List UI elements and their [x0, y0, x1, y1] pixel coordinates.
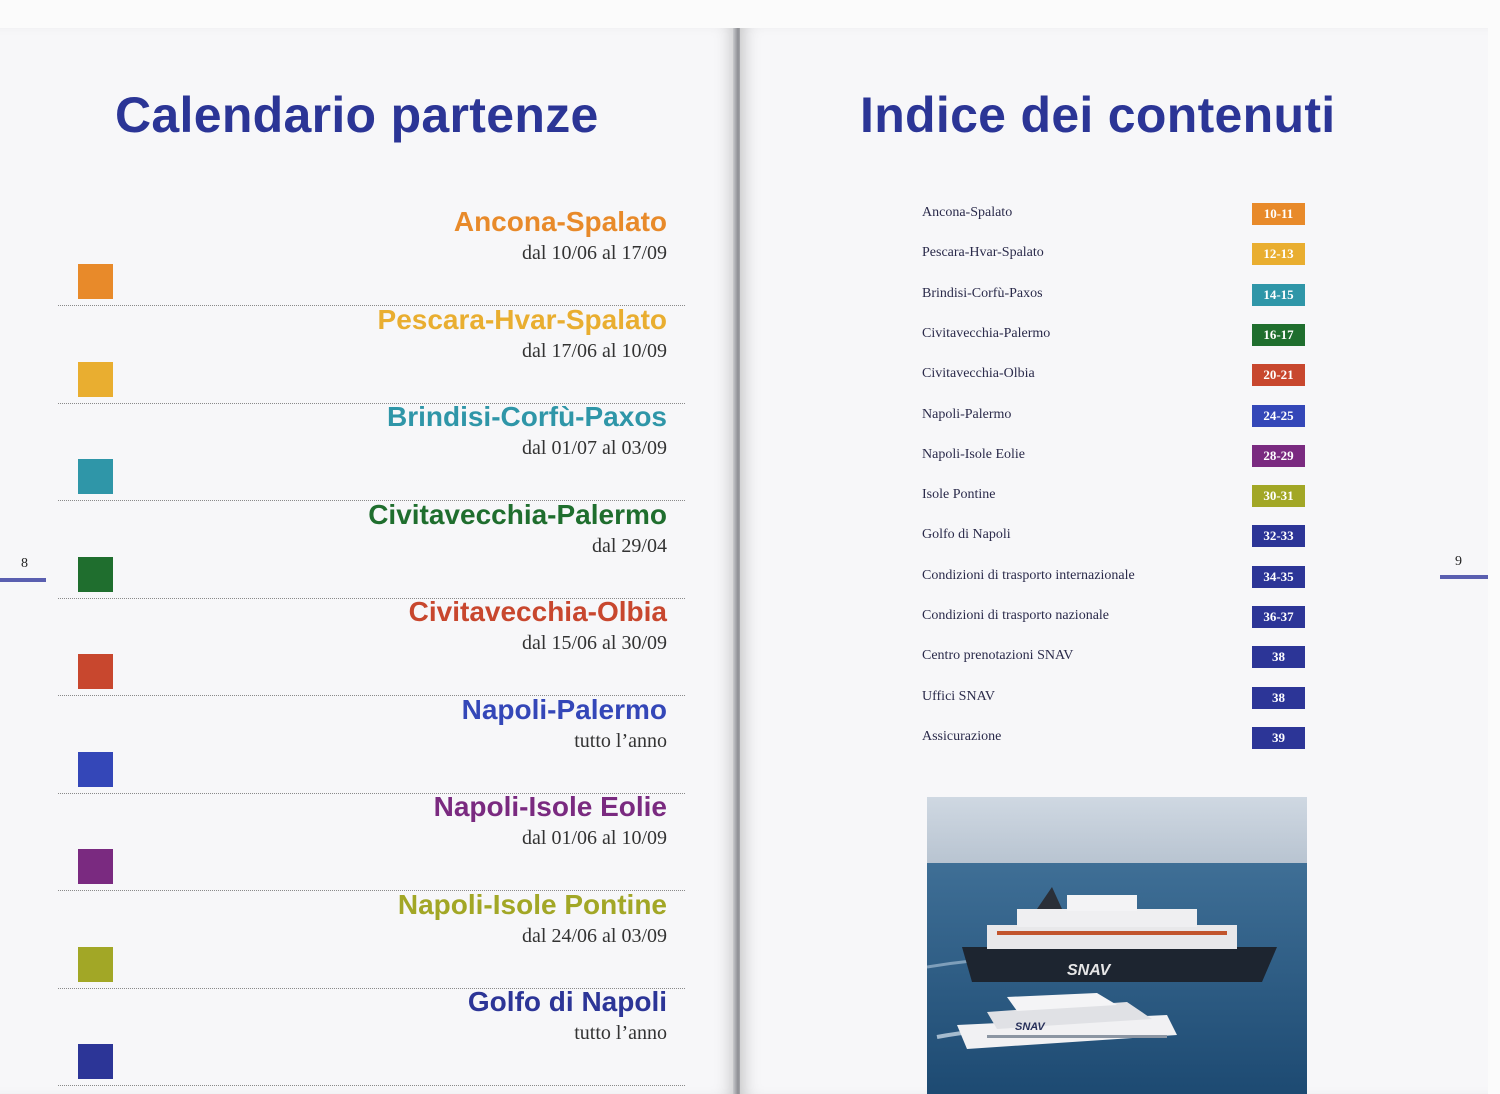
route-color-swatch — [78, 1044, 113, 1079]
route-name: Civitavecchia-Olbia — [408, 596, 667, 627]
toc-page-badge: 38 — [1252, 687, 1305, 709]
toc-label: Golfo di Napoli — [922, 527, 1011, 543]
toc-item — [922, 606, 1305, 628]
page-title: Indice dei contenuti — [860, 87, 1336, 143]
toc-item — [922, 727, 1305, 749]
toc-page-badge: 20-21 — [1252, 364, 1305, 386]
route-dates: dal 10/06 al 17/09 — [522, 242, 667, 264]
route-dates: tutto l’anno — [574, 729, 667, 752]
toc-item — [922, 646, 1305, 668]
toc-page-badge: 36-37 — [1252, 606, 1305, 628]
toc-item — [922, 687, 1305, 709]
toc-item — [922, 485, 1305, 507]
route-dates: tutto l’anno — [574, 1022, 667, 1044]
route-dates: dal 17/06 al 10/09 — [522, 339, 667, 362]
route-name: Napoli-Palermo — [461, 693, 667, 725]
toc-page-badge: 24-25 — [1252, 405, 1305, 427]
route-dates: dal 29/04 — [592, 534, 667, 557]
scan-top-margin — [0, 0, 1500, 28]
route-color-swatch — [78, 947, 113, 982]
route-dates: dal 01/06 al 10/09 — [522, 827, 667, 849]
route-name: Pescara-Hvar-Spalato — [377, 303, 667, 335]
ferry-logo-text: SNAV — [1067, 962, 1111, 979]
toc-label: Brindisi-Corfù-Paxos — [922, 285, 1043, 301]
route-name: Brindisi-Corfù-Paxos — [386, 401, 667, 432]
scan-right-margin — [1488, 28, 1500, 1094]
route-name: Civitavecchia-Palermo — [368, 498, 667, 530]
left-page — [0, 28, 735, 1094]
route-dates: dal 24/06 al 03/09 — [522, 924, 667, 947]
route-dates: dal 15/06 al 30/09 — [522, 632, 667, 654]
toc-page-badge: 28-29 — [1252, 445, 1305, 467]
toc-label: Centro prenotazioni SNAV — [922, 648, 1074, 664]
page-number: 8 — [21, 556, 28, 571]
toc-item — [922, 566, 1305, 588]
route-color-swatch — [78, 459, 113, 494]
route-name: Napoli-Isole Pontine — [397, 888, 667, 920]
toc-label: Napoli-Isole Eolie — [922, 446, 1026, 462]
toc-page-badge: 32-33 — [1252, 525, 1305, 547]
route-color-swatch — [78, 752, 113, 787]
right-page — [740, 28, 1488, 1094]
toc-page-badge: 38 — [1252, 646, 1305, 668]
toc-item — [922, 324, 1305, 346]
route-dates: dal 01/07 al 03/09 — [522, 437, 667, 459]
route-item — [58, 303, 685, 404]
route-color-swatch — [78, 654, 113, 689]
route-name: Golfo di Napoli — [467, 986, 667, 1017]
route-color-swatch — [78, 264, 113, 299]
toc-item — [922, 445, 1305, 467]
toc-page-badge: 30-31 — [1252, 485, 1305, 507]
toc-page-badge: 14-15 — [1252, 284, 1305, 306]
toc-item — [922, 525, 1305, 547]
toc-page-badge: 39 — [1252, 727, 1305, 749]
page-number-bar — [1440, 575, 1488, 579]
toc-page-badge: 10-11 — [1252, 203, 1305, 225]
route-item — [58, 888, 685, 989]
ferry-photo-image — [927, 797, 1307, 1094]
toc-label: Civitavecchia-Palermo — [922, 325, 1051, 341]
route-item — [58, 988, 685, 1086]
toc-item — [922, 364, 1305, 386]
toc-item — [922, 284, 1305, 306]
toc-label: Uffici SNAV — [922, 688, 995, 704]
toc-item — [922, 243, 1305, 265]
toc-page-badge: 12-13 — [1252, 243, 1305, 265]
route-item — [58, 403, 685, 501]
toc-label: Ancona-Spalato — [922, 205, 1013, 220]
toc-label: Isole Pontine — [922, 487, 996, 503]
toc-label: Assicurazione — [922, 728, 1002, 744]
route-item — [58, 208, 685, 306]
route-name: Napoli-Isole Eolie — [433, 791, 667, 822]
toc-item — [922, 405, 1305, 427]
toc-label: Condizioni di trasporto internazionale — [922, 567, 1135, 583]
route-color-swatch — [78, 557, 113, 592]
route-item — [58, 498, 685, 599]
ferry-photo — [927, 797, 1307, 1094]
route-color-swatch — [78, 849, 113, 884]
page-number-bar — [0, 578, 46, 582]
fastcraft-logo-text: SNAV — [1015, 1021, 1045, 1033]
page-title: Calendario partenze — [115, 87, 599, 143]
toc-page-badge: 34-35 — [1252, 566, 1305, 588]
toc-label: Napoli-Palermo — [922, 406, 1012, 422]
toc-label: Civitavecchia-Olbia — [922, 366, 1035, 382]
page-number: 9 — [1455, 554, 1462, 569]
toc-label: Pescara-Hvar-Spalato — [922, 245, 1044, 261]
toc-label: Condizioni di trasporto nazionale — [922, 608, 1110, 623]
route-item — [58, 693, 685, 794]
toc-item — [922, 203, 1305, 225]
route-item — [58, 598, 685, 696]
route-item — [58, 793, 685, 891]
route-name: Ancona-Spalato — [453, 206, 667, 237]
toc-page-badge: 16-17 — [1252, 324, 1305, 346]
route-color-swatch — [78, 362, 113, 397]
